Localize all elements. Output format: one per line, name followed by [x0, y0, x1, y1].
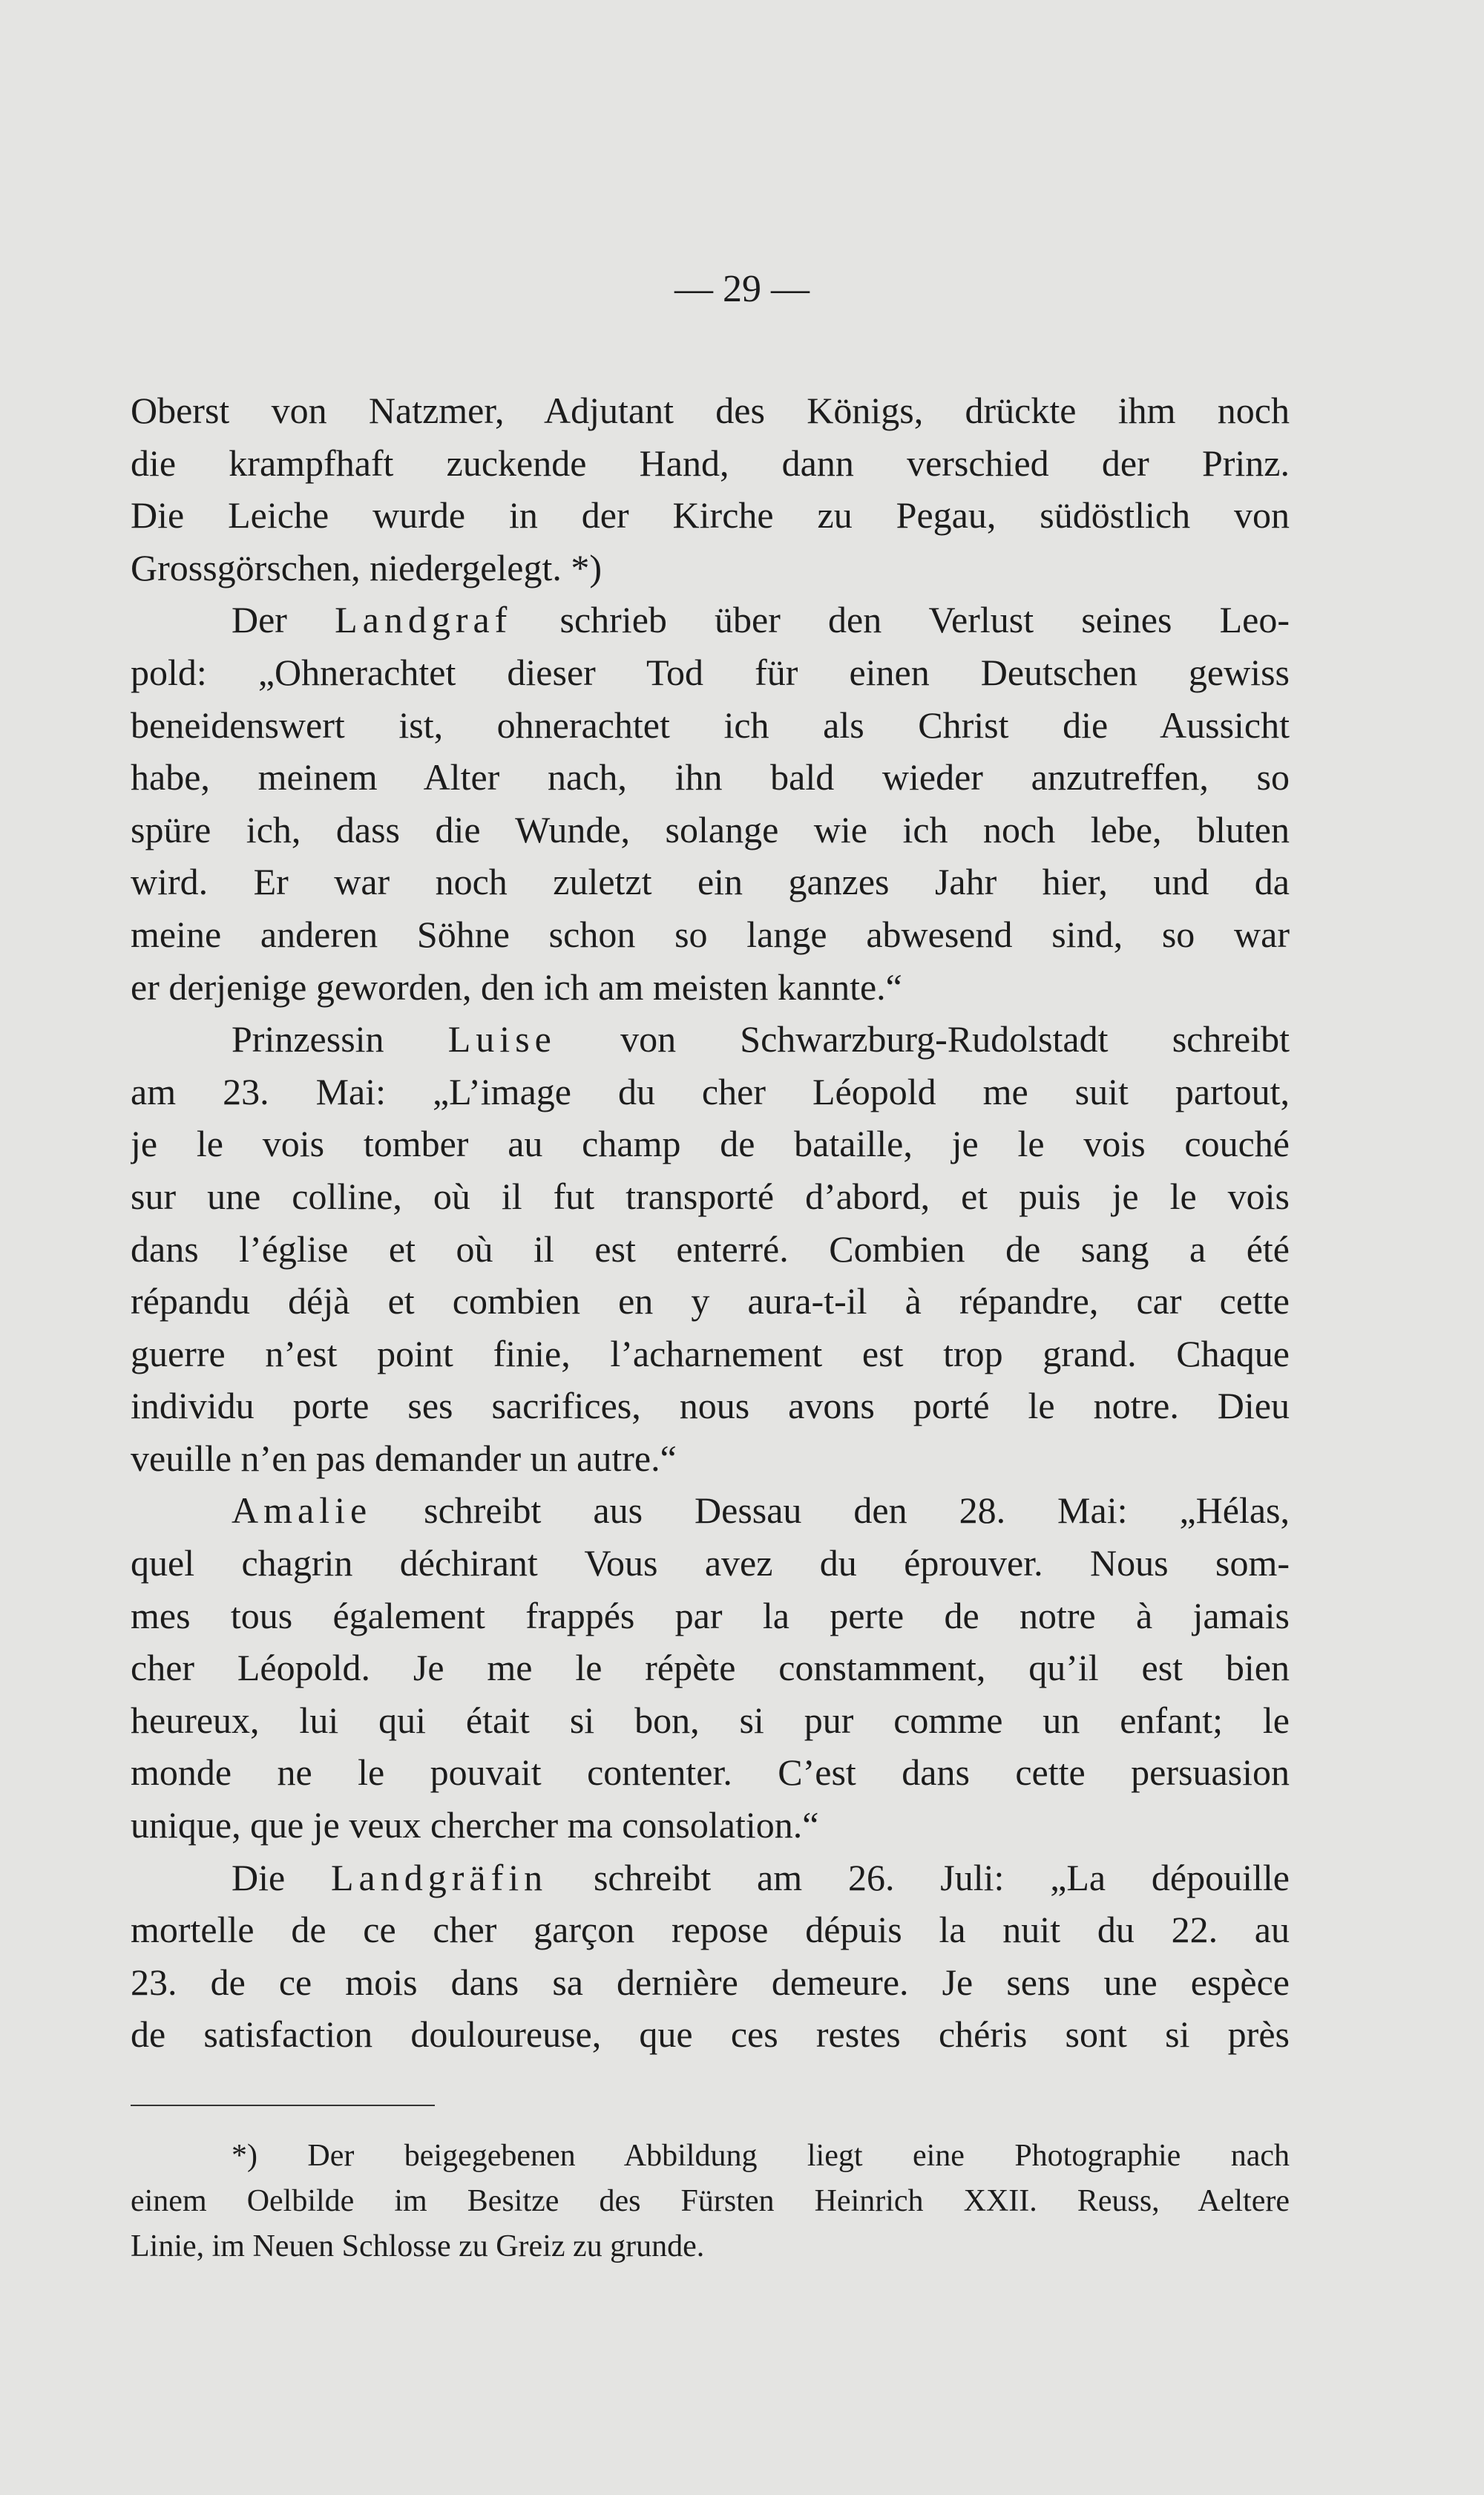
footnote-line: Linie, im Neuen Schlosse zu Greiz zu grunde. — [131, 2229, 705, 2263]
text-segment: Oberst von Natzmer, Adjutant des Königs, drückte ihm noch — [131, 390, 1290, 431]
text-segment: schreibt am 26. Juli: „La dépouille — [548, 1856, 1290, 1898]
text-line — [131, 542, 1290, 594]
text-segment: meine anderen Söhne schon so lange abwesend sind, so war — [131, 913, 1290, 955]
text-segment: mortelle de ce cher garçon repose dépuis la nuit du 22. au — [131, 1909, 1290, 1951]
text-segment: Prinzessin — [232, 1018, 448, 1060]
text-segment: je le vois tomber au champ de bataille, je le vois couché — [131, 1123, 1290, 1165]
text-segment: die krampfhaft zuckende Hand, dann verschied der Prinz. — [131, 442, 1290, 484]
text-segment: sur une colline, où il fut transporté d’abord, et puis je le vois — [131, 1175, 1290, 1217]
text-line — [131, 1380, 1290, 1432]
text-segment: Die Leiche wurde in der Kirche zu Pegau, südöstlich von — [131, 494, 1290, 537]
footnote-divider — [131, 2105, 435, 2106]
page-number: — 29 — — [674, 268, 810, 310]
text-segment: beneidenswert ist, ohnerachtet ich als Christ die Aussicht — [131, 704, 1290, 746]
text-line — [131, 908, 1290, 961]
text-line — [131, 751, 1290, 804]
text-line — [131, 1904, 1290, 1956]
text-line — [131, 1118, 1290, 1170]
text-segment: habe, meinem Alter nach, ihn bald wieder anzutreffen, so — [131, 756, 1290, 799]
text-line — [131, 437, 1290, 490]
text-line — [131, 1432, 1290, 1485]
text-line — [131, 2008, 1290, 2061]
text-line — [131, 699, 1290, 752]
emphasized-name: Amalie — [232, 1489, 372, 1532]
footnote — [131, 2134, 1290, 2269]
text-line — [131, 1013, 1290, 1066]
text-segment: unique, que je veux chercher ma consolation.“ — [131, 1804, 819, 1846]
text-segment: von Schwarzburg-Rudolstadt schreibt — [556, 1018, 1290, 1060]
text-segment: wird. Er war noch zuletzt ein ganzes Jahr hier, und da — [131, 861, 1290, 903]
text-line — [131, 961, 1290, 1014]
text-segment: schreibt aus Dessau den 28. Mai: „Hélas, — [372, 1489, 1290, 1532]
text-segment: Die — [232, 1856, 332, 1898]
text-line — [131, 1956, 1290, 2009]
text-line — [131, 1799, 1290, 1852]
text-segment: heureux, lui qui était si bon, si pur comme un enfant; le — [131, 1699, 1290, 1741]
text-line — [131, 1642, 1290, 1694]
text-segment: individu porte ses sacrifices, nous avons porté le notre. Dieu — [131, 1385, 1290, 1427]
text-segment: schrieb über den Verlust seines Leo- — [512, 599, 1290, 641]
text-line — [131, 1223, 1290, 1276]
text-segment: spüre ich, dass die Wunde, solange wie ich noch lebe, bluten — [131, 808, 1290, 850]
text-segment: guerre n’est point finie, l’acharnement est trop grand. Chaque — [131, 1332, 1290, 1374]
text-line — [131, 384, 1290, 437]
text-segment: Grossgörschen, niedergelegt. *) — [131, 546, 603, 588]
text-line — [131, 1590, 1290, 1642]
emphasized-name: Luise — [447, 1018, 556, 1060]
text-segment: veuille n’en pas demander un autre.“ — [131, 1437, 677, 1479]
emphasized-name: Landgräfin — [331, 1856, 548, 1898]
body-text — [131, 384, 1290, 2061]
text-line — [131, 1484, 1290, 1537]
text-segment: de satisfaction douloureuse, que ces restes chéris sont si près — [131, 2013, 1290, 2056]
text-segment: mes tous également frappés par la perte de notre à jamais — [131, 1594, 1290, 1636]
text-segment: pold: „Ohnerachtet dieser Tod für einen Deutschen gewiss — [131, 651, 1290, 693]
text-line — [131, 489, 1290, 542]
text-line — [131, 1066, 1290, 1118]
text-line — [131, 1537, 1290, 1590]
text-line — [131, 1694, 1290, 1747]
text-segment: Der — [232, 599, 335, 641]
footnote-line: *) Der beigegebenen Abbildung liegt eine Photographie nach — [232, 2139, 1290, 2173]
text-segment: répandu déjà et combien en y aura-t-il à répandre, car cette — [131, 1280, 1290, 1322]
text-line — [131, 646, 1290, 699]
text-segment: monde ne le pouvait contenter. C’est dans cette persuasion — [131, 1751, 1290, 1794]
text-line — [131, 1275, 1290, 1328]
text-line — [131, 594, 1290, 646]
text-line — [131, 804, 1290, 856]
emphasized-name: Landgraf — [335, 599, 513, 641]
text-segment: 23. de ce mois dans sa dernière demeure. Je sens une espèce — [131, 1961, 1290, 2003]
text-segment: am 23. Mai: „L’image du cher Léopold me suit partout, — [131, 1070, 1290, 1112]
text-segment: dans l’église et où il est enterré. Combien de sang a été — [131, 1227, 1290, 1270]
text-segment: quel chagrin déchirant Vous avez du éprouver. Nous som- — [131, 1542, 1290, 1584]
text-segment: cher Léopold. Je me le répète constamment, qu’il est bien — [131, 1647, 1290, 1689]
text-line — [131, 1852, 1290, 1904]
text-line — [131, 1746, 1290, 1799]
text-line — [131, 856, 1290, 908]
text-line — [131, 1170, 1290, 1223]
text-line — [131, 1328, 1290, 1380]
text-segment: er derjenige geworden, den ich am meisten kannte.“ — [131, 965, 902, 1008]
footnote-line: einem Oelbilde im Besitze des Fürsten Heinrich XXII. Reuss, Aeltere — [131, 2184, 1290, 2218]
